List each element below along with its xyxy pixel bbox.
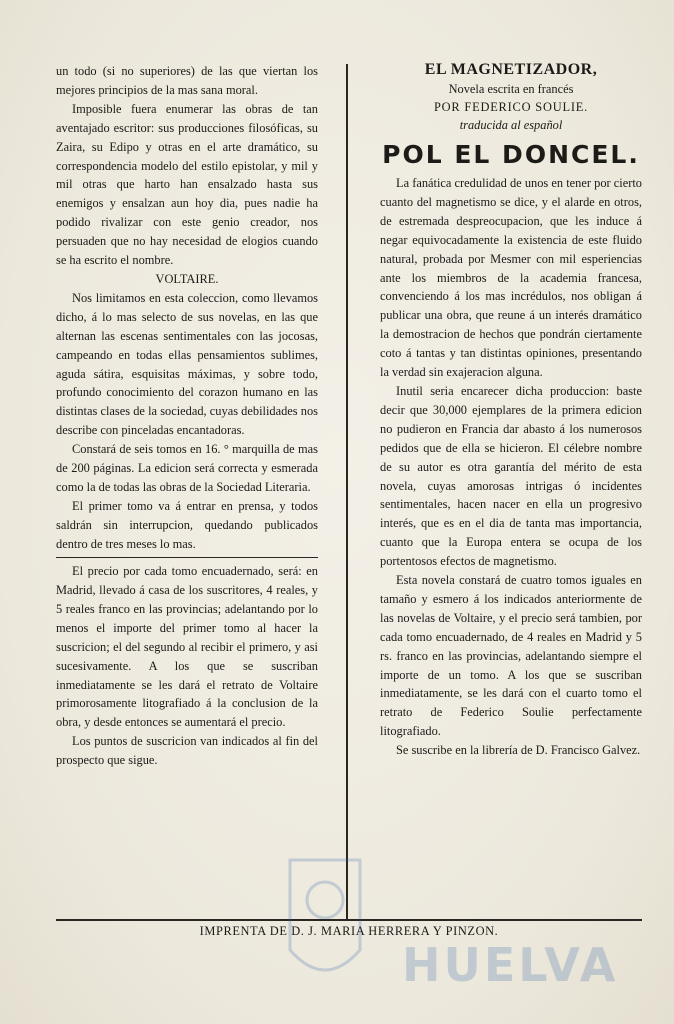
column-divider — [346, 64, 348, 920]
right-paragraph-1: La fanática credulidad de unos en tener por cierto cuanto del magnetismo se dice, y el alarde en otros, de estremada despreocupacion, que les induce á negar equivocadamente la existencia de este fluido natural, probada por Mesmer con mil esperiencias ante los miembros de la academia francesa, convenciendo á los mas incrédulos, nos obligan á publicar una obra, que reune á un interés dramático la demostracion de hechos que pondrán ciertamente coto á tantas y tan distintas opiniones, presentando la verdad sin exajeracion alguna. — [380, 176, 642, 380]
right-column — [380, 62, 642, 760]
watermark-text: HUELVA — [402, 938, 619, 992]
book-title: EL MAGNETIZADOR, — [424, 61, 598, 78]
voltaire-heading: VOLTAIRE. — [155, 271, 219, 286]
left-paragraph-6: El precio por cada tomo encuadernado, será: en Madrid, llevado á casa de los suscritores, 4 reales, y 5 reales franco en las provincias; adelantando por lo menos el importe del primer tomo al hacer la suscricion; el del segundo al recibir el primero, y asi sucesivamente. A los que se suscriban inmediatamente se les dará el retrato de Voltaire primorosamente litografiado á la conclusion de la obra, y desde entonces se aumentará el precio. — [56, 564, 318, 730]
left-paragraph-2: Imposible fuera enumerar las obras de tan aventajado escritor: sus producciones filosóficas, su Zaira, su Edipo y otras en el arte dramático, su correspondencia modelo del estilo epistolar, y mil y mil otras que harto han ensalzado hasta sus enemigos y ensalzan aun hoy dia, pues nadie ha podido rivalizar con este genio creador, nos persuaden que no hay necesidad de elogios cuando se ha escrito el nombre. — [56, 101, 318, 268]
printer-imprint: IMPRENTA DE D. J. MARIA HERRERA Y PINZON. — [199, 924, 499, 938]
right-paragraph-2: Inutil seria encarecer dicha produccion: baste decir que 30,000 ejemplares de la primera edicion no pudieron en Francia dar abasto á los numerosos pedidos que de ella se hicieron. El célebre nombre de su autor es otra garantía del mérito de esta novela, cuyas amorosas intrigas ó incidentes sentimentales, hacen nacer en ella un progresivo interés, que es en el dia de tanta mas importancia, cuanto que la Europa entera se ocupa de los portentosos efectos de magnetismo. — [380, 383, 642, 569]
seal-emblem-icon — [307, 882, 343, 918]
shield-icon — [290, 860, 360, 970]
left-divider — [56, 557, 318, 559]
right-paragraph-3: Esta novela constará de cuatro tomos iguales en tamaño y esmero á los indicados anteriormente de las novelas de Voltaire, y el precio será tambien, por cada tomo encuadernado, de 4 reales en Madrid y 5 rs. franco en las provincias, adelantando siempre el importe de un tomo. A los que se suscriban inmediatamente, se les dará con el cuarto tomo el retrato de Federico Soulie perfectamente litografiado. — [380, 573, 642, 739]
translation-note: traducida al español — [459, 118, 563, 132]
left-paragraph-3: Nos limitamos en esta coleccion, como llevamos dicho, á lo mas selecto de sus novelas, en las que alternan las escenas sentimentales con las jocosas, campeando en todas ellas pensamientos sublimes, aguda sátira, esquisitas máximas, y sobre todo, profundo conocimiento del corazon humano en las distintas clases de la sociedad, cuyas debilidades nos describe con pinceladas encantadoras. — [56, 290, 318, 438]
left-paragraph-1: un todo (si no superiores) de las que viertan los mejores principios de la mas sana moral. — [56, 64, 318, 97]
translator-name: POL EL DONCEL. — [382, 140, 640, 169]
left-paragraph-4: Constará de seis tomos en 16. ° marquilla de mas de 200 páginas. La edicion será correcta y esmerada como la de todas las obras de la Sociedad Literaria. — [56, 442, 318, 494]
book-author: POR FEDERICO SOULIE. — [433, 100, 589, 114]
left-column — [56, 62, 318, 770]
right-paragraph-4: Se suscribe en la librería de D. Francisco Galvez. — [396, 743, 641, 758]
left-paragraph-7: Los puntos de suscricion van indicados al fin del prospecto que sigue. — [56, 734, 318, 768]
left-paragraph-5: El primer tomo va á entrar en prensa, y todos saldrán sin interrupcion, quedando publicados dentro de tres meses lo mas. — [56, 498, 318, 551]
book-subtitle: Novela escrita en francés — [448, 82, 574, 96]
